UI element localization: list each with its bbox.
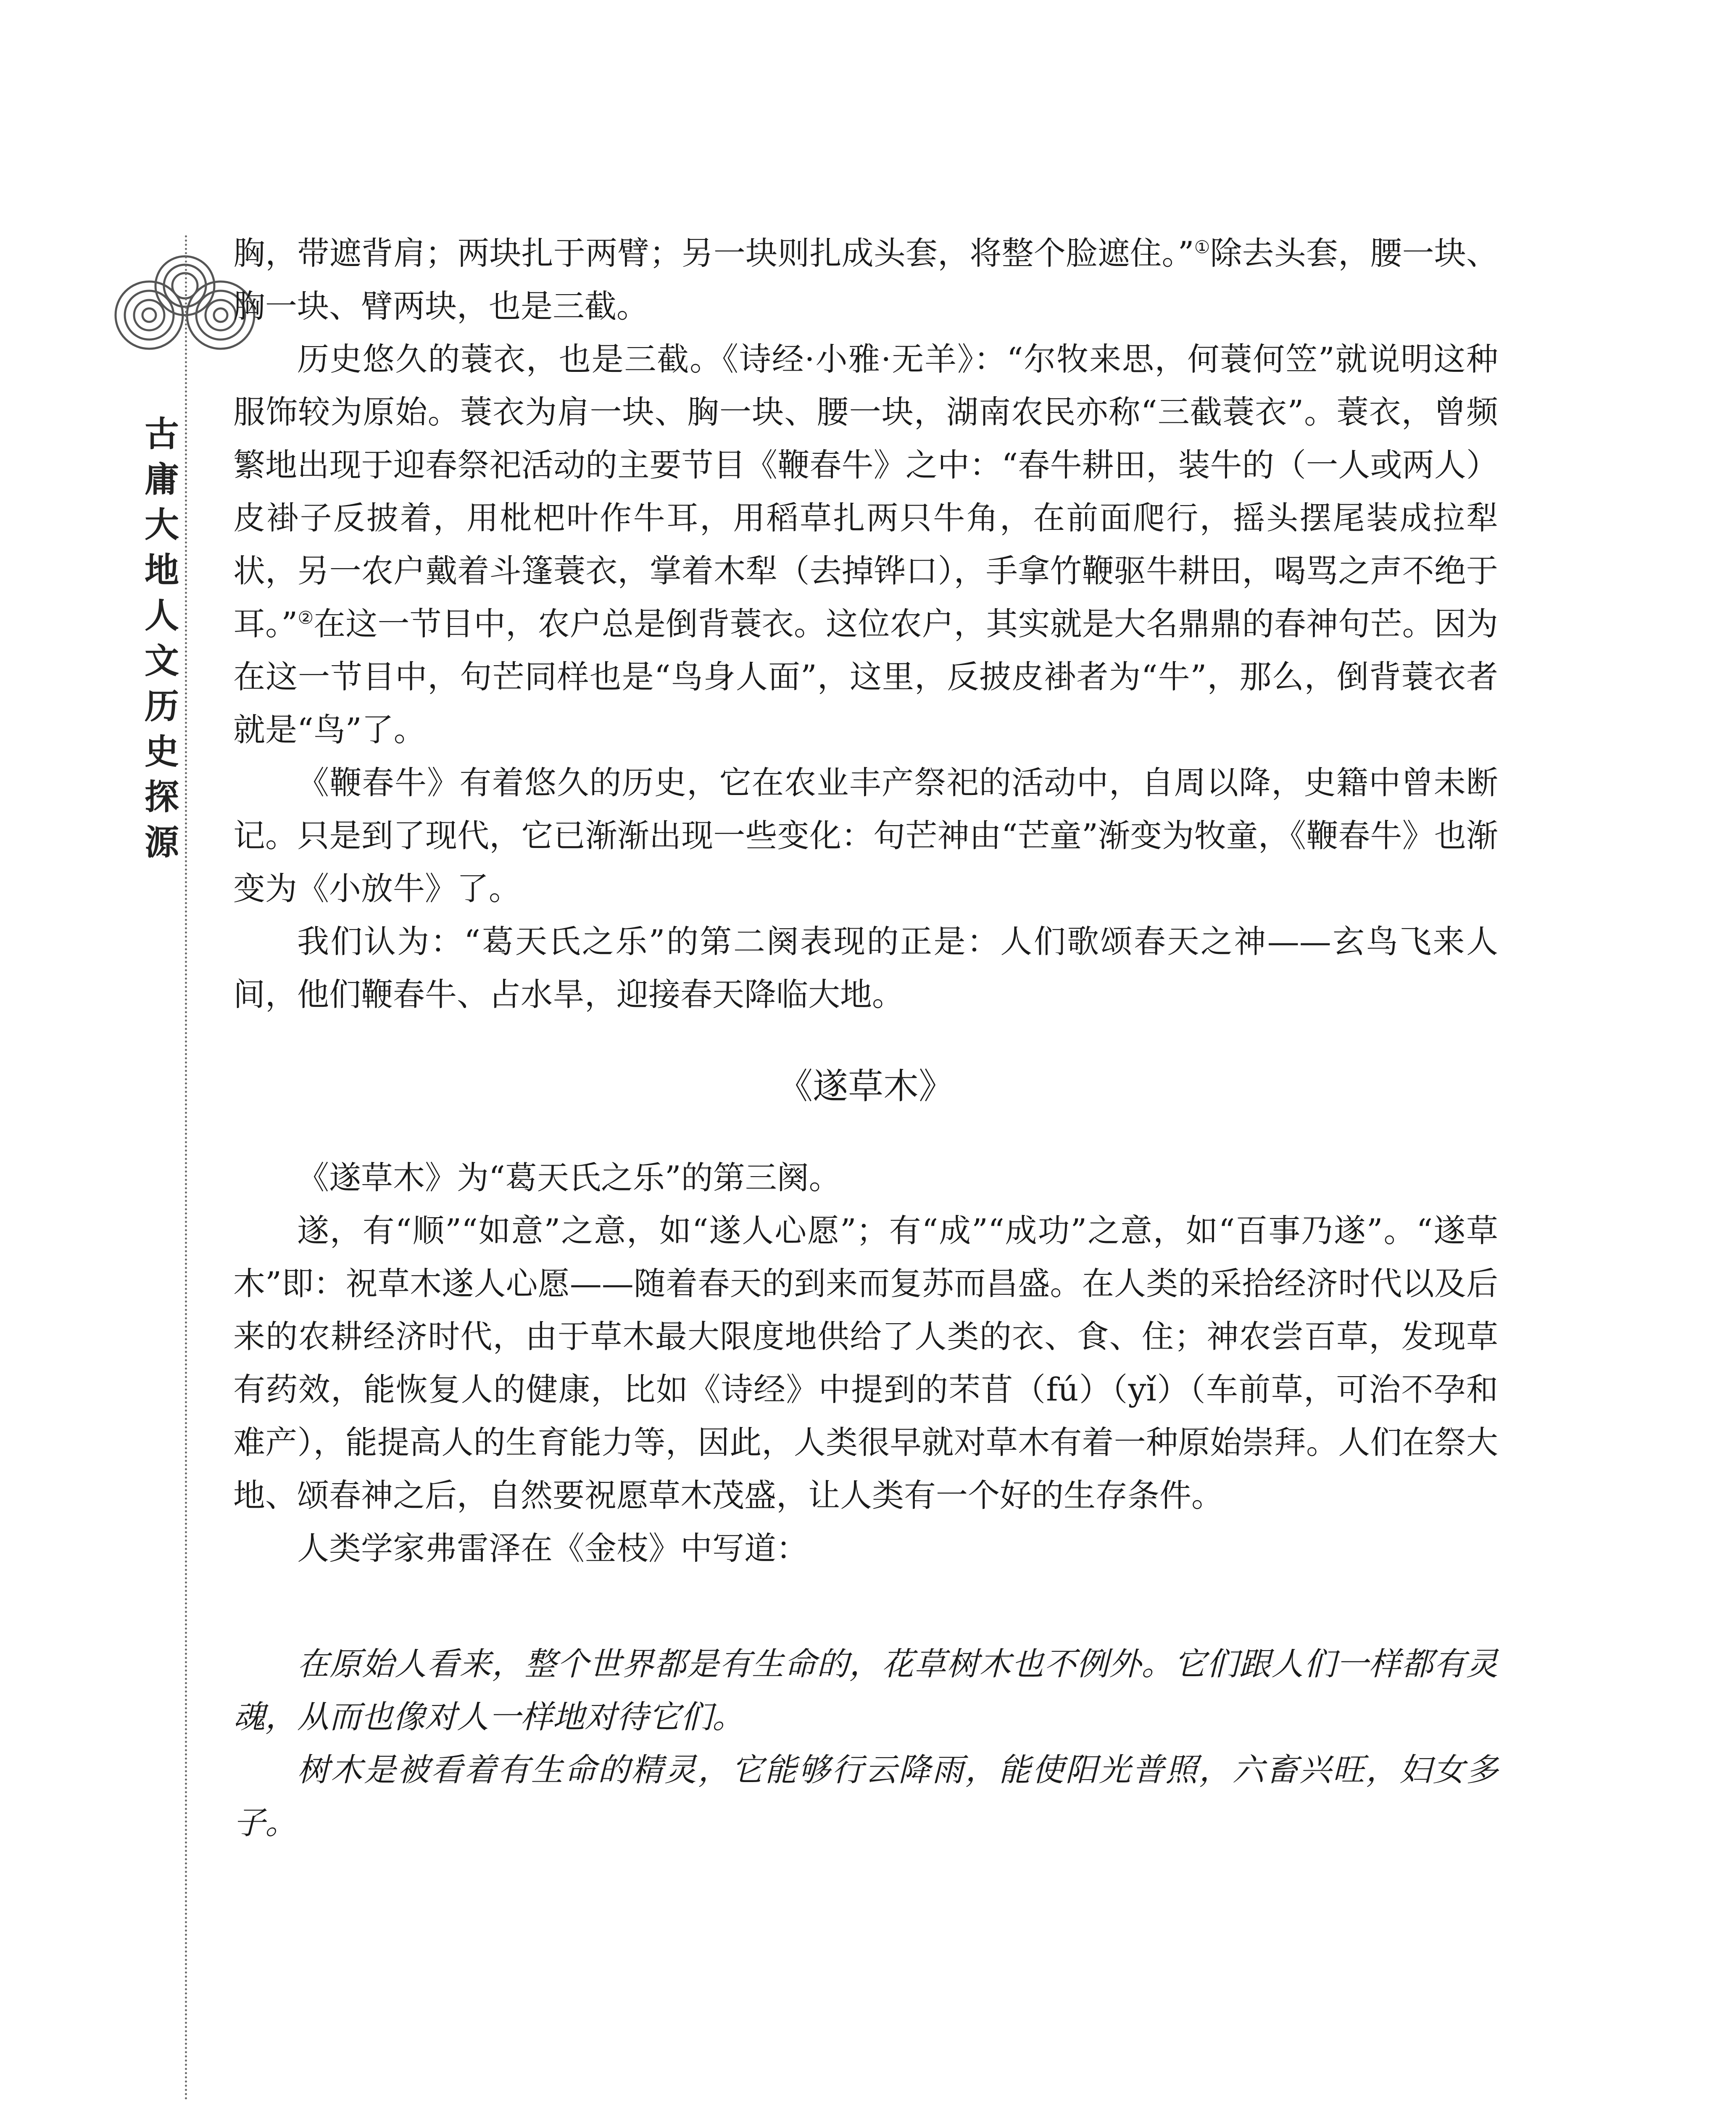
margin-rule	[185, 235, 187, 2101]
paragraph: 历史悠久的蓑衣，也是三截。《诗经·小雅·无羊》：“尔牧来思，何蓑何笠”就说明这种服饰较为原始。蓑衣为肩一块、胸一块、腰一块，湖南农民亦称“三截蓑衣”。蓑衣，曾频繁地出现于迎春祭祀活动的主要节目《鞭春牛》之中：“春牛耕田，装牛的（一人或两人）皮褂子反披着，用枇杷叶作牛耳，用稻草扎两只牛角，在前面爬行，摇头摆尾装成拉犁状，另一农户戴着斗篷蓑衣，掌着木犁（去掉铧口），手拿竹鞭驱牛耕田，喝骂之声不绝于耳。”②在这一节目中，农户总是倒背蓑衣。这位农户，其实就是大名鼎鼎的春神句芒。因为在这一节目中，句芒同样也是“鸟身人面”，这里，反披皮褂者为“牛”，那么，倒背蓑衣者就是“鸟”了。	[233, 340, 1498, 748]
section-title: 《遂草木》	[777, 1066, 954, 1107]
paragraph: 《遂草木》为“葛天氏之乐”的第三阕。	[297, 1159, 841, 1196]
paragraph: 遂，有“顺”“如意”之意，如“遂人心愿”；有“成”“成功”之意，如“百事乃遂”。“遂草木”即：祝草木遂人心愿——随着春天的到来而复苏而昌盛。在人类的采拾经济时代以及后来的农耕经济时代，由于草木最大限度地供给了人类的衣、食、住；神农尝百草，发现草有药效，能恢复人的健康，比如《诗经》中提到的芣苜（fú）（yǐ）（车前草，可治不孕和难产），能提高人的生育能力等，因此，人类很早就对草木有着一种原始崇拜。人们在祭大地、颂春神之后，自然要祝愿草木茂盛，让人类有一个好的生存条件。	[233, 1212, 1498, 1514]
main-text	[233, 227, 1498, 1850]
quote-paragraph: 在原始人看来，整个世界都是有生命的，花草树木也不例外。它们跟人们一样都有灵魂，从而也像对人一样地对待它们。	[233, 1647, 1498, 1735]
paragraph: 人类学家弗雷泽在《金枝》中写道：	[297, 1530, 808, 1567]
paragraph: 胸，带遮背肩；两块扎于两臂；另一块则扎成头套，将整个脸遮住。”①除去头套，腰一块、胸一块、臂两块，也是三截。	[233, 234, 1498, 325]
block-quote	[233, 1638, 1498, 1850]
paragraph: 我们认为：“葛天氏之乐”的第二阕表现的正是：人们歌颂春天之神——玄鸟飞来人间，他们鞭春牛、占水旱，迎接春天降临大地。	[233, 923, 1498, 1013]
running-head-vertical: 古庸大地人文历史探源	[139, 412, 185, 866]
quote-paragraph: 树木是被看着有生命的精灵，它能够行云降雨，能使阳光普照，六畜兴旺，妇女多子。	[233, 1753, 1498, 1841]
footnote-ref[interactable]: ②	[298, 607, 314, 628]
footnote-ref[interactable]: ①	[1194, 237, 1210, 258]
paragraph: 《鞭春牛》有着悠久的历史，它在农业丰产祭祀的活动中，自周以降，史籍中曾未断记。只是到了现代，它已渐渐出现一些变化：句芒神由“芒童”渐变为牧童，《鞭春牛》也渐变为《小放牛》了。	[233, 764, 1498, 907]
